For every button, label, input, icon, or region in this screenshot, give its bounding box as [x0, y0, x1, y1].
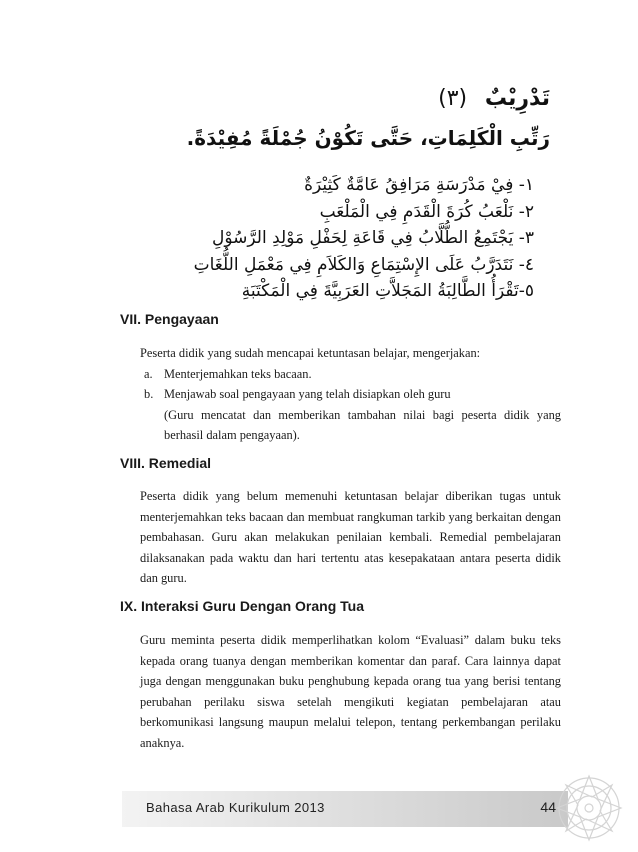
section-heading-interaksi: IX. Interaksi Guru Dengan Orang Tua [120, 598, 365, 614]
list-item-label: a. [144, 366, 153, 381]
exercise-item: ٤- نَتَدَرَّبُ عَلَى الإِسْتِمَاعِ وَالكَلاَمِ فِي مَعْمَلِ اللُّغَاتِ [193, 254, 534, 275]
pengayaan-note: (Guru mencatat dan memberikan tambahan nilai bagi peserta didik yang berhasil dalam pengayaan). [164, 407, 561, 443]
remedial-body: Peserta didik yang belum memenuhi ketuntasan belajar diberikan tugas untuk menterjemahkan teks bacaan dan membuat rangkuman tarkib yang berkaitan dengan pembahasan. Guru akan melakukan penilaian kembali. Remedial pembelajaran dilaksanakan pada waktu dan hari tertentu atas kesepakataan antara peserta didik dan guru. [140, 489, 561, 586]
section-heading-remedial: VIII. Remedial [120, 455, 212, 471]
exercise-title-word: تَدْرِيْبٌ [484, 86, 550, 111]
list-item-text: Menterjemahkan teks bacaan. [164, 366, 312, 381]
exercise-number: (٣) [438, 86, 468, 111]
pengayaan-intro: Peserta didik yang sudah mencapai ketuntasan belajar, mengerjakan: [140, 346, 481, 360]
exercise-item: ١- فِيْ مَدْرَسَةِ مَرَافِقُ عَامَّةٌ كَثِيْرَةٌ [304, 175, 534, 195]
ornament-icon [553, 772, 625, 844]
footer-book-title: Bahasa Arab Kurikulum 2013 [146, 800, 325, 815]
exercise-title [438, 86, 550, 111]
exercise-item: ٥-تَقْرَأُ الطَّالِبَةُ المَجَلاَّتِ العَرَبِيَّةَ فِي الْمَكْتَبَةِ [241, 281, 534, 301]
list-item [140, 364, 561, 385]
list-item-text: Menjawab soal pengayaan yang telah disiapkan oleh guru [164, 387, 451, 402]
pengayaan-body [140, 343, 561, 446]
list-item [140, 384, 561, 405]
exercise-item: ٣- يَجْتَمِعُ الطُّلَّابُ فِي قَاعَةِ لِحَفْلِ مَوْلِدِ الرَّسُوْلِ [212, 228, 534, 248]
interaksi-body: Guru meminta peserta didik memperlihatkan kolom “Evaluasi” dalam buku teks kepada orang tuanya dengan memberikan komentar dan paraf. Cara lainnya dapat juga dengan menggunakan buku penghubung kepada orang tua yang berisi tentang perubahan perilaku siswa setelah mengikuti kegiatan pembelajaran atau berkomunikasi langsung maupun melalui telepon, tentang perkembangan perilaku anaknya. [140, 633, 561, 750]
exercise-item: ٢- نَلْعَبُ كُرَةَ الْقَدَمِ فِي الْمَلْعَبِ [319, 201, 534, 222]
section-heading-pengayaan: VII. Pengayaan [120, 311, 219, 327]
page-footer [122, 791, 568, 827]
exercise-items [194, 172, 534, 305]
exercise-instruction: رَتِّبِ الْكَلِمَاتِ، حَتَّى تَكُوْنُ جُمْلَةً مُفِيْدَةً. [186, 126, 550, 150]
list-item-label: b. [144, 387, 154, 402]
page-number: 44 [540, 799, 556, 815]
pengayaan-options [140, 364, 561, 405]
